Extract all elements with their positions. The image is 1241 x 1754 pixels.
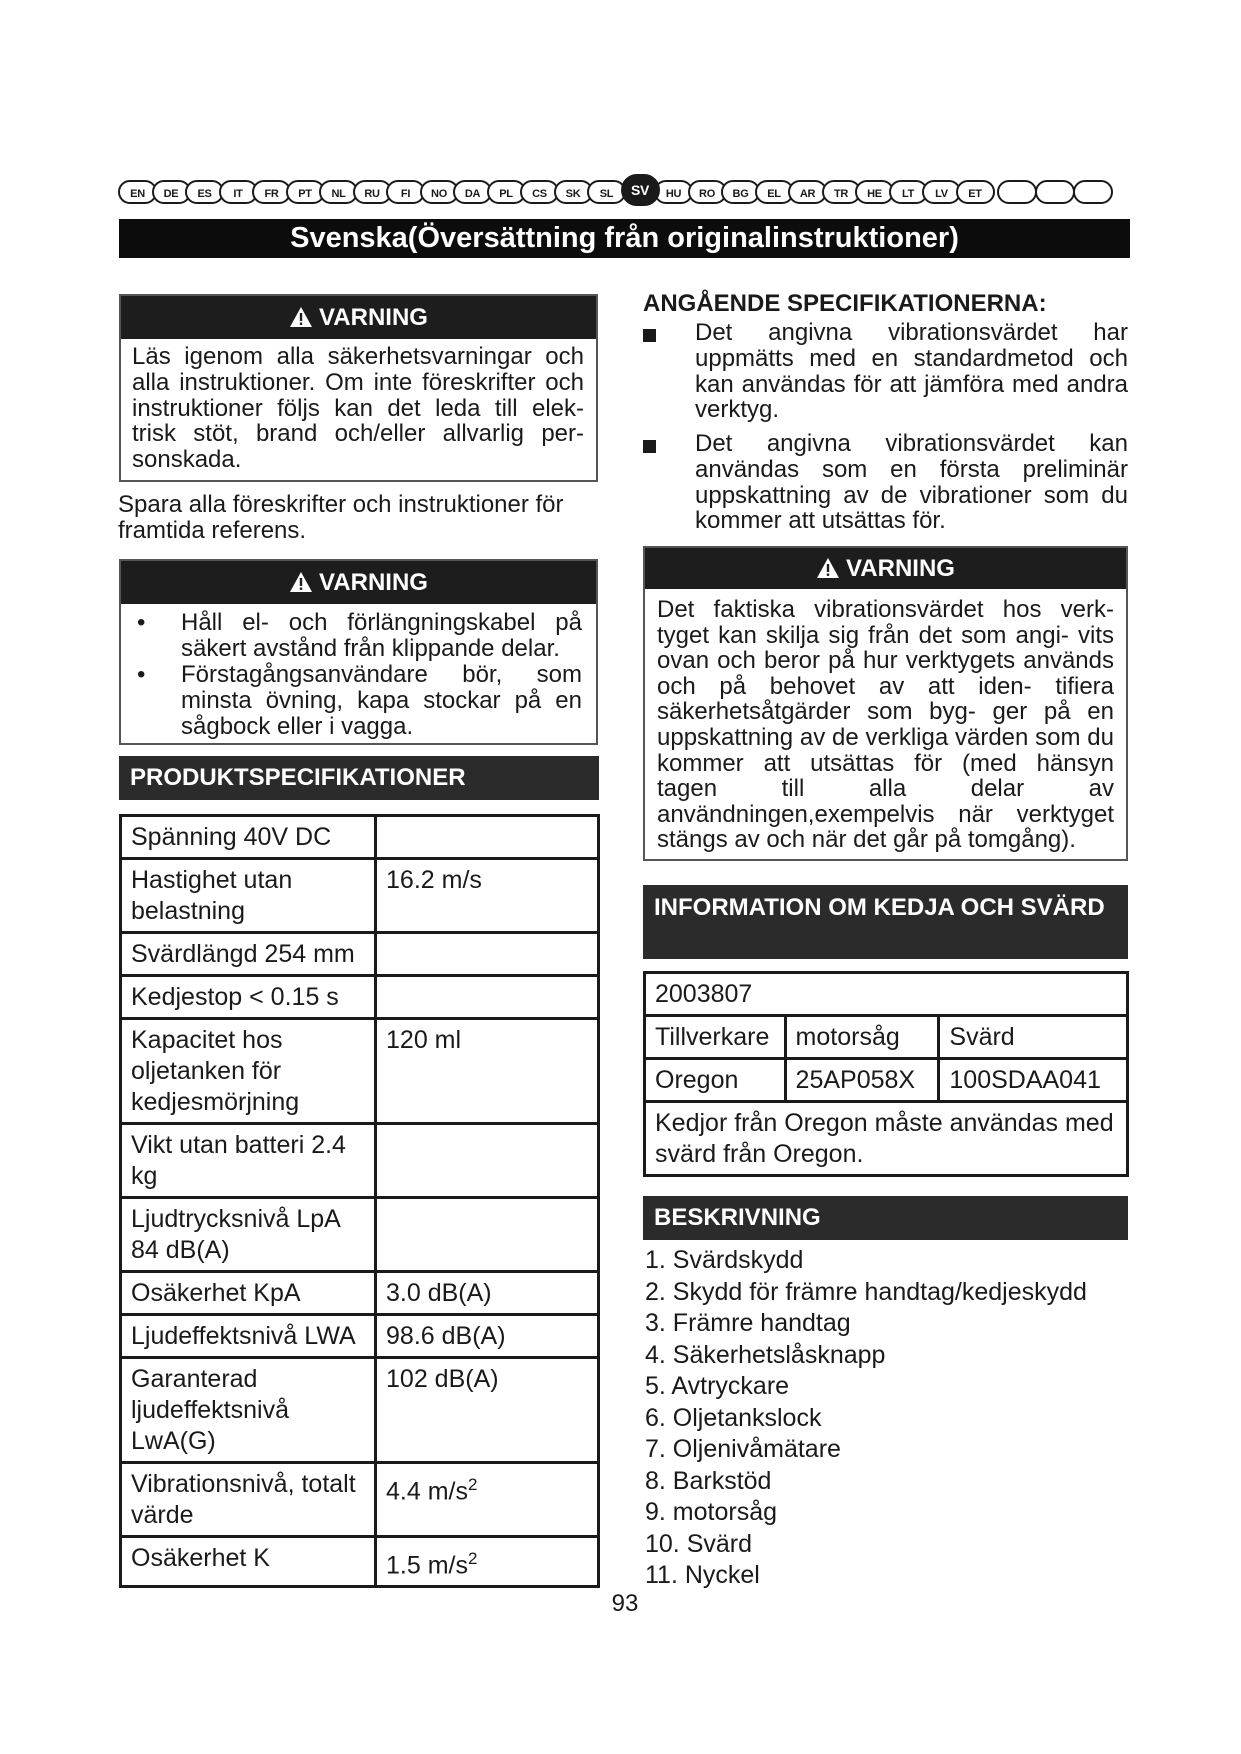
product-specs-table xyxy=(119,814,600,1588)
table-row xyxy=(121,1272,599,1315)
language-tab-pt: PT xyxy=(286,180,325,204)
table-row xyxy=(121,1124,599,1198)
table-row xyxy=(121,1463,599,1537)
table-row xyxy=(121,1537,599,1587)
spec-label: Hastighet utan belastning xyxy=(121,859,376,933)
language-tab-sk: SK xyxy=(554,180,593,204)
description-heading: BESKRIVNING xyxy=(643,1196,1128,1240)
save-instructions-note: Spara alla föreskrifter och instruktioner för framtida referens. xyxy=(118,491,564,544)
spec-value xyxy=(376,1315,599,1358)
spec-label: Ljudtrycksnivå LpA 84 dB(A) xyxy=(121,1198,376,1272)
table-header-cell: motorsåg xyxy=(785,1016,939,1059)
spec-value xyxy=(376,1124,599,1198)
spec-value xyxy=(376,1463,599,1537)
warning-heading-text: VARNING xyxy=(319,569,428,596)
list-item: 8. Barkstöd xyxy=(645,1466,772,1495)
language-tab-hu: HU xyxy=(654,180,693,204)
bullet: • xyxy=(137,661,146,688)
language-tab-es: ES xyxy=(185,180,224,204)
spec-label: Ljudeffektsnivå LWA xyxy=(121,1315,376,1358)
language-tab-fr: FR xyxy=(252,180,291,204)
spec-label: Kapacitet hos oljetanken för kedjesmörjning xyxy=(121,1019,376,1124)
language-tab-et: ET xyxy=(956,180,995,204)
square-bullet-icon xyxy=(643,440,656,453)
language-tab-empty xyxy=(1035,180,1075,204)
language-tab-ar: AR xyxy=(788,180,827,204)
language-tab-da: DA xyxy=(453,180,492,204)
language-tab-sv: SV xyxy=(621,174,660,206)
list-item: 4. Säkerhetslåsknapp xyxy=(645,1340,886,1369)
table-row xyxy=(121,1198,599,1272)
language-tab-ro: RO xyxy=(688,180,727,204)
bullet: • xyxy=(137,609,146,636)
page-number: 93 xyxy=(611,1590,639,1617)
spec-value xyxy=(376,933,599,976)
warning-triangle-icon xyxy=(289,571,313,593)
language-tab-no: NO xyxy=(420,180,459,204)
language-tab-it: IT xyxy=(219,180,258,204)
spec-label: Spänning 40V DC xyxy=(121,816,376,859)
spec-unit-exponent: 2 xyxy=(468,1475,478,1494)
list-item: 1. Svärdskydd xyxy=(645,1246,804,1274)
language-tab-cs: CS xyxy=(520,180,559,204)
language-tab-nl: NL xyxy=(319,180,358,204)
chain-info-table xyxy=(643,971,1129,1177)
warning-box-cable xyxy=(119,559,598,745)
spec-label: Vikt utan batteri 2.4 kg xyxy=(121,1124,376,1198)
language-tab-sl: SL xyxy=(587,180,626,204)
spec-value xyxy=(376,859,599,933)
spec-value-text: 120 ml xyxy=(386,1026,462,1054)
warning-box-general xyxy=(119,294,598,482)
warning-heading-text: VARNING xyxy=(846,555,955,582)
list-item: 6. Oljetankslock xyxy=(645,1403,822,1432)
warning-heading xyxy=(645,548,1126,589)
warning-heading-text: VARNING xyxy=(319,304,428,331)
square-bullet-icon xyxy=(643,329,656,342)
description-list xyxy=(645,1245,1128,1592)
product-specs-heading: PRODUKTSPECIFIKATIONER xyxy=(119,756,599,800)
spec-value xyxy=(376,1198,599,1272)
warning-heading xyxy=(121,296,596,339)
spec-label: Garanterad ljudeffektsnivå LwA(G) xyxy=(121,1358,376,1463)
page-title: Svenska(Översättning från originalinstruktioner) xyxy=(119,219,1130,258)
table-cell: 25AP058X xyxy=(785,1059,939,1102)
spec-label: Osäkerhet K xyxy=(121,1537,376,1587)
list-item: • Förstagångsanvändare bör, som minsta övning, kapa stockar på en sågbock eller i vagga. xyxy=(137,661,582,740)
spec-unit-exponent: 2 xyxy=(468,1549,478,1568)
language-tabs xyxy=(118,180,1130,206)
language-tab-lt: LT xyxy=(889,180,928,204)
table-cell: 100SDAA041 xyxy=(939,1059,1128,1102)
warning-heading xyxy=(121,561,596,604)
list-item: 9. motorsåg xyxy=(645,1498,778,1526)
list-item: 3. Främre handtag xyxy=(645,1309,851,1337)
chain-info-heading: INFORMATION OM KEDJA OCH SVÄRD xyxy=(643,885,1128,959)
table-row xyxy=(121,1358,599,1463)
table-header-cell: Svärd xyxy=(939,1016,1128,1059)
list-item: 7. Oljenivåmätare xyxy=(645,1435,841,1463)
language-tab-bg: BG xyxy=(721,180,760,204)
warning-text: Det faktiska vibrationsvärdet hos verk- tyget kan skilja sig från det som angi- vits ovan och beror på hur verktygets används och på behovet av att iden- tifiera säkerhetsåtgärder som byg- ger på en uppskattning av de verkliga värden som du kommer att utsättas för (med hänsyn tagen till alla delar av användningen,exempelvis när verktyget stängs av och när det går på tomgång). xyxy=(657,596,1114,854)
spec-value-text: 3.0 dB(A) xyxy=(386,1279,492,1307)
language-tab-en: EN xyxy=(118,180,157,204)
spec-label: Vibrationsnivå, totalt värde xyxy=(121,1463,376,1537)
list-item: 10. Svärd xyxy=(645,1529,753,1558)
spec-label: Osäkerhet KpA xyxy=(121,1272,376,1315)
list-item: 5. Avtryckare xyxy=(645,1372,790,1400)
table-header-cell: Tillverkare xyxy=(645,1016,786,1059)
spec-value xyxy=(376,1358,599,1463)
table-row xyxy=(121,1315,599,1358)
spec-value xyxy=(376,816,599,859)
list-item: 11. Nyckel xyxy=(645,1561,760,1589)
language-tab-ru: RU xyxy=(353,180,392,204)
spec-value-text: 98.6 dB(A) xyxy=(386,1322,506,1350)
spec-label: Svärdlängd 254 mm xyxy=(121,933,376,976)
spec-label: Kedjestop < 0.15 s xyxy=(121,976,376,1019)
table-row xyxy=(121,933,599,976)
list-item: 2. Skydd för främre handtag/kedjeskydd xyxy=(645,1277,1087,1306)
spec-value-text: 16.2 m/s xyxy=(386,866,482,894)
chain-note: Kedjor från Oregon måste användas med svärd från Oregon. xyxy=(645,1102,1128,1176)
language-tab-tr: TR xyxy=(822,180,861,204)
table-row xyxy=(121,1019,599,1124)
about-specs-heading: ANGÅENDE SPECIFIKATIONERNA: xyxy=(643,290,1047,317)
language-tab-de: DE xyxy=(152,180,191,204)
warning-text: Läs igenom alla säkerhetsvarningar och alla instruktioner. Om inte föreskrifter och instruktioner följs kan det leda till elek- trisk stöt, brand och/eller allvarlig per- sonskada. xyxy=(132,343,584,474)
spec-value-text: 102 dB(A) xyxy=(386,1365,499,1393)
language-tab-fi: FI xyxy=(386,180,425,204)
language-tab-he: HE xyxy=(855,180,894,204)
list-item: • Håll el- och förlängningskabel på säkert avstånd från klippande delar. xyxy=(137,609,582,662)
language-tab-empty xyxy=(1073,180,1113,204)
language-tab-empty xyxy=(997,180,1037,204)
table-row xyxy=(121,976,599,1019)
warning-box-vibration xyxy=(643,546,1128,861)
warning-triangle-icon xyxy=(289,306,313,328)
table-row xyxy=(121,859,599,933)
language-tab-el: EL xyxy=(755,180,794,204)
about-specs-item: Det angivna vibrationsvärdet har uppmätts med en standardmetod och kan användas för att jämföra med andra verktyg. xyxy=(695,319,1128,424)
table-cell: Oregon xyxy=(645,1059,786,1102)
chain-code: 2003807 xyxy=(645,973,1128,1016)
about-specs-item: Det angivna vibrationsvärdet kan användas som en första preliminär uppskattning av de vibrationer som du kommer att utsättas för. xyxy=(695,430,1128,535)
warning-triangle-icon xyxy=(816,557,840,579)
spec-value xyxy=(376,1272,599,1315)
spec-value xyxy=(376,1019,599,1124)
spec-value-text: 4.4 m/s xyxy=(386,1477,468,1506)
language-tab-pl: PL xyxy=(487,180,526,204)
spec-value-text: 1.5 m/s xyxy=(386,1551,468,1580)
table-row xyxy=(121,816,599,859)
language-tab-lv: LV xyxy=(922,180,961,204)
spec-value xyxy=(376,976,599,1019)
spec-value xyxy=(376,1537,599,1587)
